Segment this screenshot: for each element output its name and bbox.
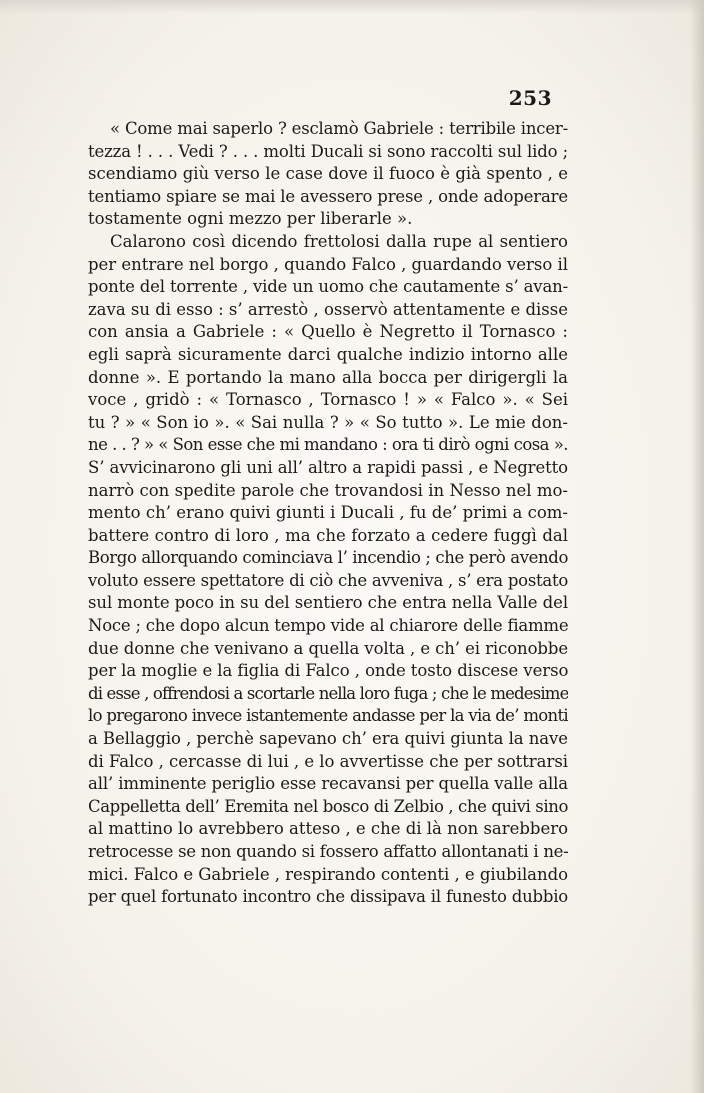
text-line: Borgo allorquando cominciava l’ incendio ; che però avendo [88,548,568,568]
page-right-shadow [690,0,704,1093]
text-line: Cappelletta dell’ Eremita nel bosco di Zelbio , che quivi sino [88,796,568,816]
text-line: battere contro di loro , ma che forzato a cedere fuggì dal [88,525,568,545]
text-line: mici. Falco e Gabriele , respirando contenti , e giubilando [88,864,568,884]
text-line: tu ? » « Son io ». « Sai nulla ? » « So tutto ». Le mie don- [88,412,568,432]
text-line: egli saprà sicuramente darci qualche indizio intorno alle [88,344,568,364]
text-line: narrò con spedite parole che trovandosi in Nesso nel mo- [88,480,568,500]
text-line: mento ch’ erano quivi giunti i Ducali , fu de’ primi a com- [88,503,568,523]
text-line: Noce ; che dopo alcun tempo vide al chiarore delle fiamme [88,616,568,636]
text-line: al mattino lo avrebbero atteso , e che di là non sarebbero [88,819,568,839]
text-line: tezza ! . . . Vedi ? . . . molti Ducali si sono raccolti sul lido ; [88,141,568,161]
text-line: tentiamo spiare se mai le avessero prese , onde adoperare [88,186,568,206]
text-line: voce , gridò : « Tornasco , Tornasco ! » « Falco ». « Sei [88,390,568,410]
text-line: tostamente ogni mezzo per liberarle ». [88,209,413,229]
text-line: donne ». E portando la mano alla bocca per dirigergli la [88,367,568,387]
text-line: ponte del torrente , vide un uomo che cautamente s’ avan- [88,277,568,297]
text-line: S’ avvicinarono gli uni all’ altro a rapidi passi , e Negretto [88,457,568,477]
text-line: di Falco , cercasse di lui , e lo avvertisse che per sottrarsi [88,751,568,771]
body-text [88,118,568,909]
text-line: « Come mai saperlo ? esclamò Gabriele : terribile incer- [110,119,568,138]
text-line: per la moglie e la figlia di Falco , onde tosto discese verso [88,661,568,681]
text-line: voluto essere spettatore di ciò che avveniva , s’ era postato [88,570,568,590]
text-line: lo pregarono invece istantemente andasse per la via de’ monti [88,706,568,726]
text-line: per quel fortunato incontro che dissipava il funesto dubbio [88,887,568,907]
text-line: due donne che venivano a quella volta , e ch’ ei riconobbe [88,638,568,658]
text-line: zava su di esso : s’ arrestò , osservò attentamente e disse [88,299,568,319]
text-line: con ansia a Gabriele : « Quello è Negretto il Tornasco : [88,322,568,342]
text-line: retrocesse se non quando si fossero affatto allontanati i ne- [88,842,568,861]
text-line: per entrare nel borgo , quando Falco , guardando verso il [88,254,568,274]
text-line: di esse , offrendosi a scortarle nella loro fuga ; che le medesime [88,683,568,703]
page-top-shadow [0,0,704,14]
text-line: all’ imminente periglio esse recavansi per quella valle alla [88,774,568,794]
text-line: Calarono così dicendo frettolosi dalla rupe al sentiero [110,231,568,251]
page-number: 253 [508,86,552,110]
text-line: a Bellaggio , perchè sapevano ch’ era quivi giunta la nave [88,729,568,749]
text-line: sul monte poco in su del sentiero che entra nella Valle del [88,593,568,613]
text-line: ne . . ? » « Son esse che mi mandano : ora ti dirò ogni cosa ». [88,435,568,455]
text-line: scendiamo giù verso le case dove il fuoco è già spento , e [88,164,568,184]
